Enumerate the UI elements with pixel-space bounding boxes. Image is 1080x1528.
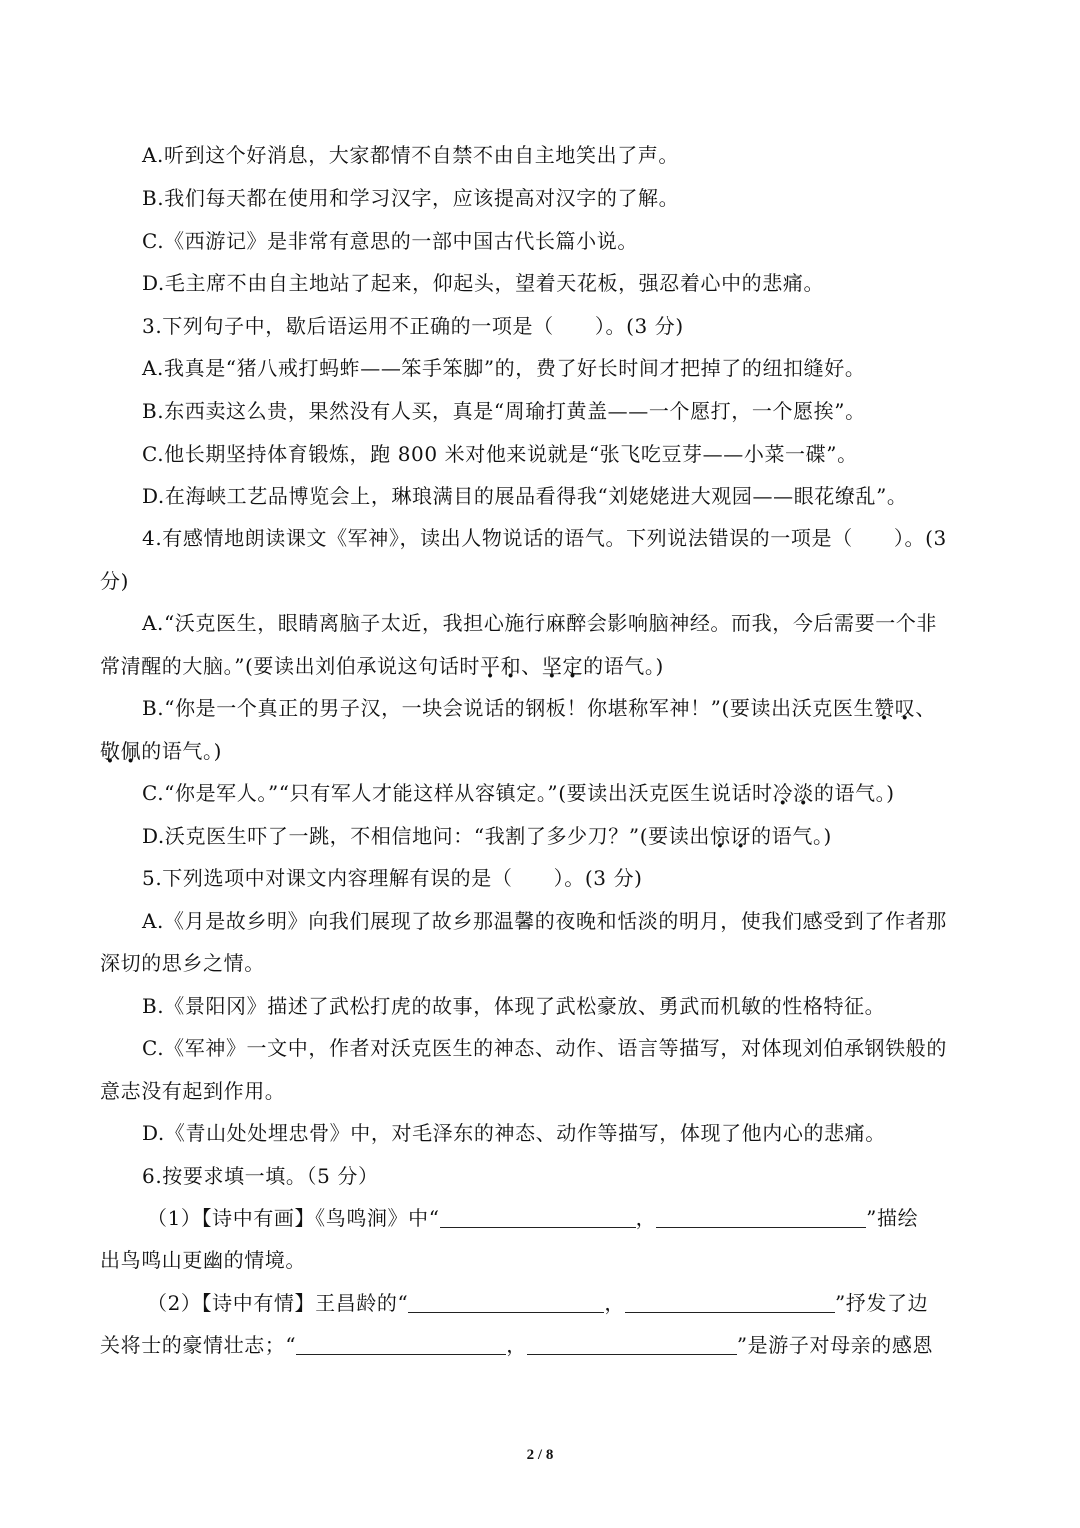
q3-option-c: C.他长期坚持体育锻炼，跑 800 米对他来说就是“张飞吃豆芽——小菜一碟”。	[142, 442, 858, 466]
emphasis-char: 淡	[793, 781, 814, 805]
emphasis-char: 冷	[772, 781, 794, 805]
text: ”是游子对母亲的感恩	[736, 1333, 934, 1357]
answer-blank[interactable]	[625, 1290, 835, 1313]
text: （2）【诗中有情】王昌龄的“	[147, 1291, 409, 1315]
text: C.“你是军人。”“只有军人才能这样从容镇定。”(要读出沃克医生说话时	[142, 781, 773, 805]
text: ，	[506, 1333, 527, 1357]
answer-blank[interactable]	[527, 1332, 737, 1355]
q3-option-a: A.我真是“猪八戒打蚂蚱——笨手笨脚”的，费了好长时间才把掉了的纽扣缝好。	[142, 356, 866, 380]
emphasis-char: 惊	[709, 824, 731, 848]
q6-part2	[147, 1288, 1032, 1318]
text: ，	[635, 1206, 657, 1230]
q2-option-c: C.《西游记》是非常有意思的一部中国古代长篇小说。	[142, 229, 638, 253]
text: ，	[604, 1291, 625, 1315]
emphasis-char: 赞	[874, 696, 895, 720]
q4-option-b-cont	[100, 736, 985, 766]
text: 的语气。)	[141, 739, 223, 763]
q5-option-b: B.《景阳冈》描述了武松打虎的故事，体现了武松豪放、勇武而机敏的性格特征。	[142, 994, 886, 1018]
text: B.“你是一个真正的男子汉，一块会说话的钢板！你堪称军神！”(要读出沃克医生	[142, 696, 875, 720]
q3-stem: 3.下列句子中，歇后语运用不正确的一项是（ ）。(3 分)	[142, 314, 684, 338]
answer-blank[interactable]	[440, 1205, 636, 1228]
q3-option-b: B.东西卖这么贵，果然没有人买，真是“周瑜打黄盖——一个愿打，一个愿挨”。	[142, 399, 866, 423]
q2-option-b: B.我们每天都在使用和学习汉字，应该提高对汉字的了解。	[142, 186, 680, 210]
text: 、	[915, 696, 936, 720]
q4-stem: 4.有感情地朗读课文《军神》，读出人物说话的语气。下列说法错误的一项是（ ）。(3	[142, 526, 947, 550]
text: ”描绘	[866, 1206, 919, 1230]
text: D.沃克医生吓了一跳，不相信地问：“我割了多少刀？”(要读出	[142, 824, 710, 848]
q4-option-b	[142, 693, 1027, 723]
emphasis-char: 叹	[894, 696, 916, 720]
q5-option-a-cont: 深切的思乡之情。	[100, 951, 265, 975]
emphasis-char: 敬	[100, 739, 121, 763]
q2-option-d: D.毛主席不由自主地站了起来，仰起头，望着天花板，强忍着心中的悲痛。	[142, 271, 825, 295]
q4-option-a: A.“沃克医生，眼睛离脑子太近，我担心施行麻醉会影响脑神经。而我，今后需要一个非	[142, 611, 938, 635]
emphasis-char: 和	[500, 654, 522, 678]
emphasis-char: 平	[480, 654, 501, 678]
q5-option-c-cont: 意志没有起到作用。	[100, 1079, 286, 1103]
q6-part1	[147, 1203, 1032, 1233]
emphasis-char: 定	[562, 654, 584, 678]
answer-blank[interactable]	[296, 1332, 506, 1355]
q5-option-a: A.《月是故乡明》向我们展现了故乡那温馨的夜晚和恬淡的明月，使我们感受到了作者那	[142, 909, 947, 933]
emphasis-char: 讶	[730, 824, 752, 848]
text: 的语气。)	[813, 781, 895, 805]
q6-part1-cont: 出鸟鸣山更幽的情境。	[100, 1248, 306, 1272]
q6-part2-cont	[100, 1330, 985, 1360]
q2-option-a: A.听到这个好消息，大家都情不自禁不由自主地笑出了声。	[142, 143, 680, 167]
q4-option-d	[142, 821, 1027, 851]
q5-stem: 5.下列选项中对课文内容理解有误的是（ ）。(3 分)	[142, 866, 643, 890]
page-number: 2 / 8	[526, 1447, 554, 1463]
q4-option-c	[142, 778, 1027, 808]
text: 、	[521, 654, 542, 678]
text: 关将士的豪情壮志；“	[100, 1333, 297, 1357]
q5-option-c: C.《军神》一文中，作者对沃克医生的神态、动作、语言等描写，对体现刘伯承钢铁般的	[142, 1036, 947, 1060]
text: 的语气。)	[583, 654, 664, 678]
emphasis-char: 坚	[541, 654, 563, 678]
text: ”抒发了边	[834, 1291, 929, 1315]
text: （1）【诗中有画】《鸟鸣涧》中“	[147, 1206, 440, 1230]
text: 的语气。)	[751, 824, 832, 848]
emphasis-char: 佩	[120, 739, 142, 763]
q4-stem-cont: 分)	[100, 569, 130, 593]
q4-option-a-cont	[100, 651, 985, 681]
q6-stem: 6.按要求填一填。（5 分）	[142, 1164, 379, 1188]
answer-blank[interactable]	[656, 1205, 866, 1228]
answer-blank[interactable]	[408, 1290, 604, 1313]
q3-option-d: D.在海峡工艺品博览会上，琳琅满目的展品看得我“刘姥姥进大观园——眼花缭乱”。	[142, 484, 908, 508]
text: 常清醒的大脑。”(要读出刘伯承说这句话时	[100, 654, 481, 678]
q5-option-d: D.《青山处处埋忠骨》中，对毛泽东的神态、动作等描写，体现了他内心的悲痛。	[142, 1121, 886, 1145]
